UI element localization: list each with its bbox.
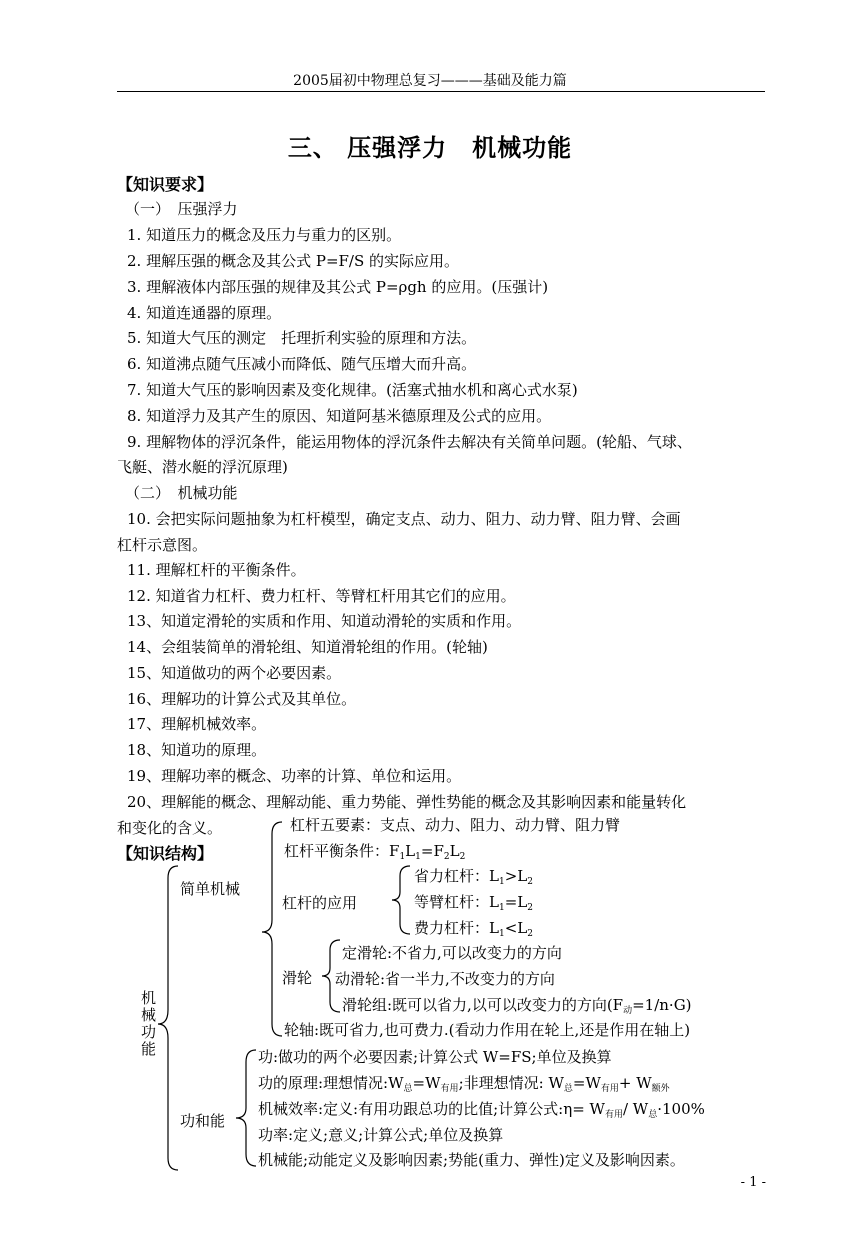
- list-item: 14、会组装简单的滑轮组、知道滑轮组的作用。(轮轴): [127, 638, 488, 656]
- list-item: 17、理解机械效率。: [127, 715, 267, 733]
- simple-machines-brace: [262, 822, 282, 1036]
- list-item: 5. 知道大气压的测定 托理折利实验的原理和方法。: [127, 329, 477, 347]
- list-item-continued: 飞艇、潜水艇的浮沉原理): [117, 458, 288, 476]
- list-item: 12. 知道省力杠杆、费力杠杆、等臂杠杆用其它们的应用。: [127, 587, 516, 605]
- power-item: 功率:定义;意义;计算公式;单位及换算: [258, 1126, 504, 1144]
- list-item: 20、理解能的概念、理解动能、重力势能、弹性势能的概念及其影响因素和能量转化: [127, 793, 687, 811]
- list-item: 4. 知道连通器的原理。: [127, 304, 282, 322]
- lever-type-force-saving: 省力杠杆：$L_1>L_2$: [414, 867, 533, 887]
- lever-application-label: 杠杆的应用: [282, 894, 358, 912]
- list-item: 9. 理解物体的浮沉条件，能运用物体的浮沉条件去解决有关简单问题。(轮船、气球、: [127, 433, 692, 451]
- work-energy-label: 功和能: [180, 1112, 226, 1130]
- simple-machines-label: 简单机械: [180, 880, 241, 898]
- work-energy-brace: [236, 1050, 256, 1166]
- list-item: 7. 知道大气压的影响因素及变化规律。(活塞式抽水机和离心式水泵): [127, 381, 578, 399]
- list-item: 11. 理解杠杆的平衡条件。: [127, 561, 306, 579]
- fixed-pulley: 定滑轮:不省力,可以改变力的方向: [342, 944, 562, 962]
- lever-application-brace: [392, 866, 410, 934]
- lever-balance: 杠杆平衡条件：$F_1L_1=F_2L_2$: [284, 842, 466, 862]
- list-item: 18、知道功的原理。: [127, 741, 267, 759]
- pulley-block: 滑轮组:既可以省力,以可以改变力的方向$(F_动=1/n\cdot G)$: [342, 996, 692, 1016]
- lever-elements: 杠杆五要素：支点、动力、阻力、动力臂、阻力臂: [290, 816, 621, 834]
- list-item: 15、知道做功的两个必要因素。: [127, 664, 342, 682]
- root-label: 机械功能: [141, 989, 157, 1058]
- list-item-continued: 和变化的含义。: [117, 819, 223, 837]
- list-item: 6. 知道沸点随气压减小而降低、随气压增大而升高。: [127, 355, 477, 373]
- lever-type-equal-arm: 等臂杠杆：$L_1=L_2$: [414, 893, 533, 913]
- work-principle: 功的原理:理想情况$:W_总=W_{有用}$;非理想情况: $W_总=W_{有用}+ W_{额外}$: [258, 1074, 670, 1094]
- list-item: 2. 理解压强的概念及其公式 P=F/S 的实际应用。: [127, 252, 460, 270]
- list-item: 10. 会把实际问题抽象为杠杆模型，确定支点、动力、阻力、动力臂、阻力臂、会画: [127, 510, 681, 528]
- part2-heading: （二） 机械功能: [125, 484, 238, 502]
- lever-type-force-wasting: 费力杠杆：$L_1<L_2$: [414, 919, 533, 939]
- list-item-continued: 杠杆示意图。: [117, 536, 208, 554]
- list-item: 1. 知道压力的概念及压力与重力的区别。: [127, 226, 402, 244]
- list-item: 16、理解功的计算公式及其单位。: [127, 690, 357, 708]
- part1-heading: （一） 压强浮力: [125, 200, 238, 218]
- root-brace: [158, 866, 178, 1170]
- work-item: 功:做功的两个必要因素;计算公式 W=FS;单位及换算: [258, 1048, 612, 1066]
- list-item: 3. 理解液体内部压强的规律及其公式 P=ρgh 的应用。(压强计): [127, 278, 549, 296]
- page-header: 2005届初中物理总复习———基础及能力篇: [293, 73, 567, 89]
- movable-pulley: 动滑轮:省一半力,不改变力的方向: [335, 970, 555, 988]
- page-number: - 1 -: [740, 1175, 766, 1190]
- knowledge-structure-heading: 【知识结构】: [117, 844, 214, 863]
- knowledge-requirements-heading: 【知识要求】: [117, 175, 214, 194]
- list-item: 13、知道定滑轮的实质和作用、知道动滑轮的实质和作用。: [127, 612, 522, 630]
- wheel-axle: 轮轴:既可省力,也可费力.(看动力作用在轮上,还是作用在轴上): [284, 1021, 691, 1039]
- list-item: 19、理解功率的概念、功率的计算、单位和运用。: [127, 767, 462, 785]
- page-title: 三、 压强浮力 机械功能: [287, 133, 573, 162]
- mechanical-efficiency: 机械效率:定义:有用功跟总功的比值;计算公式:η= $W_{有用}/$ $W_总\cdot 100\%$: [258, 1100, 705, 1120]
- mechanical-energy: 机械能;动能定义及影响因素;势能(重力、弹性)定义及影响因素。: [258, 1151, 685, 1169]
- pulley-label: 滑轮: [282, 969, 313, 987]
- list-item: 8. 知道浮力及其产生的原因、知道阿基米德原理及公式的应用。: [127, 407, 552, 425]
